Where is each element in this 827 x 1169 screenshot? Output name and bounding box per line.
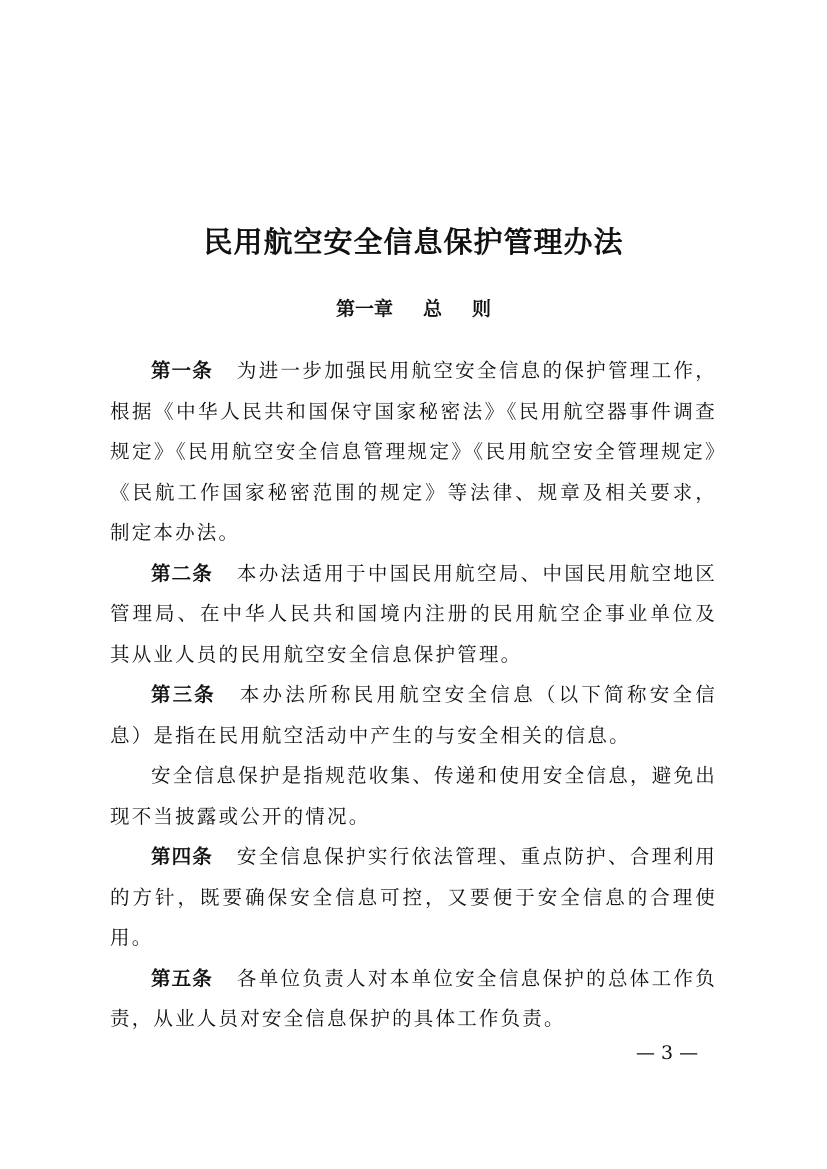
chapter-number: 第一章 bbox=[335, 298, 393, 320]
article-text: 安全信息保护实行依法管理、重点防护、合理利用的方针，既要确保安全信息可控，又要便于安全信息的合理使用。 bbox=[110, 845, 717, 949]
article-5 bbox=[110, 959, 717, 1040]
article-text: 各单位负责人对本单位安全信息保护的总体工作负责，从业人员对安全信息保护的具体工作负责。 bbox=[110, 966, 717, 1030]
article-3 bbox=[110, 675, 717, 756]
article-label: 第三条 bbox=[151, 683, 216, 706]
article-3-continued bbox=[110, 756, 717, 837]
chapter-name-part1: 总 bbox=[422, 298, 442, 320]
article-text: 本办法适用于中国民用航空局、中国民用航空地区管理局、在中华人民共和国境内注册的民用航空企事业单位及其从业人员的民用航空安全信息保护管理。 bbox=[110, 561, 717, 666]
article-text: 为进一步加强民用航空安全信息的保护管理工作，根据《中华人民共和国保守国家秘密法》《民用航空器事件调查规定》《民用航空安全信息管理规定》《民用航空安全管理规定》《民航工作国家秘密范围的规定》等法律、规章及相关要求，制定本办法。 bbox=[110, 359, 717, 544]
chapter-name-part2: 则 bbox=[472, 298, 492, 320]
page-number: — 3 — bbox=[636, 1042, 699, 1064]
article-label: 第五条 bbox=[151, 966, 213, 990]
article-text: 本办法所称民用航空安全信息（以下简称安全信息）是指在民用航空活动中产生的与安全相关的信息。 bbox=[110, 683, 717, 747]
article-label: 第一条 bbox=[151, 359, 213, 382]
document-title: 民用航空安全信息保护管理办法 bbox=[203, 225, 624, 259]
article-label: 第二条 bbox=[151, 561, 213, 585]
chapter-heading bbox=[0, 294, 827, 324]
body-text bbox=[110, 351, 717, 1040]
article-2 bbox=[110, 554, 717, 676]
article-label: 第四条 bbox=[151, 845, 213, 868]
article-4 bbox=[110, 837, 717, 959]
article-text: 安全信息保护是指规范收集、传递和使用安全信息，避免出现不当披露或公开的情况。 bbox=[110, 764, 717, 828]
article-1 bbox=[110, 351, 717, 554]
